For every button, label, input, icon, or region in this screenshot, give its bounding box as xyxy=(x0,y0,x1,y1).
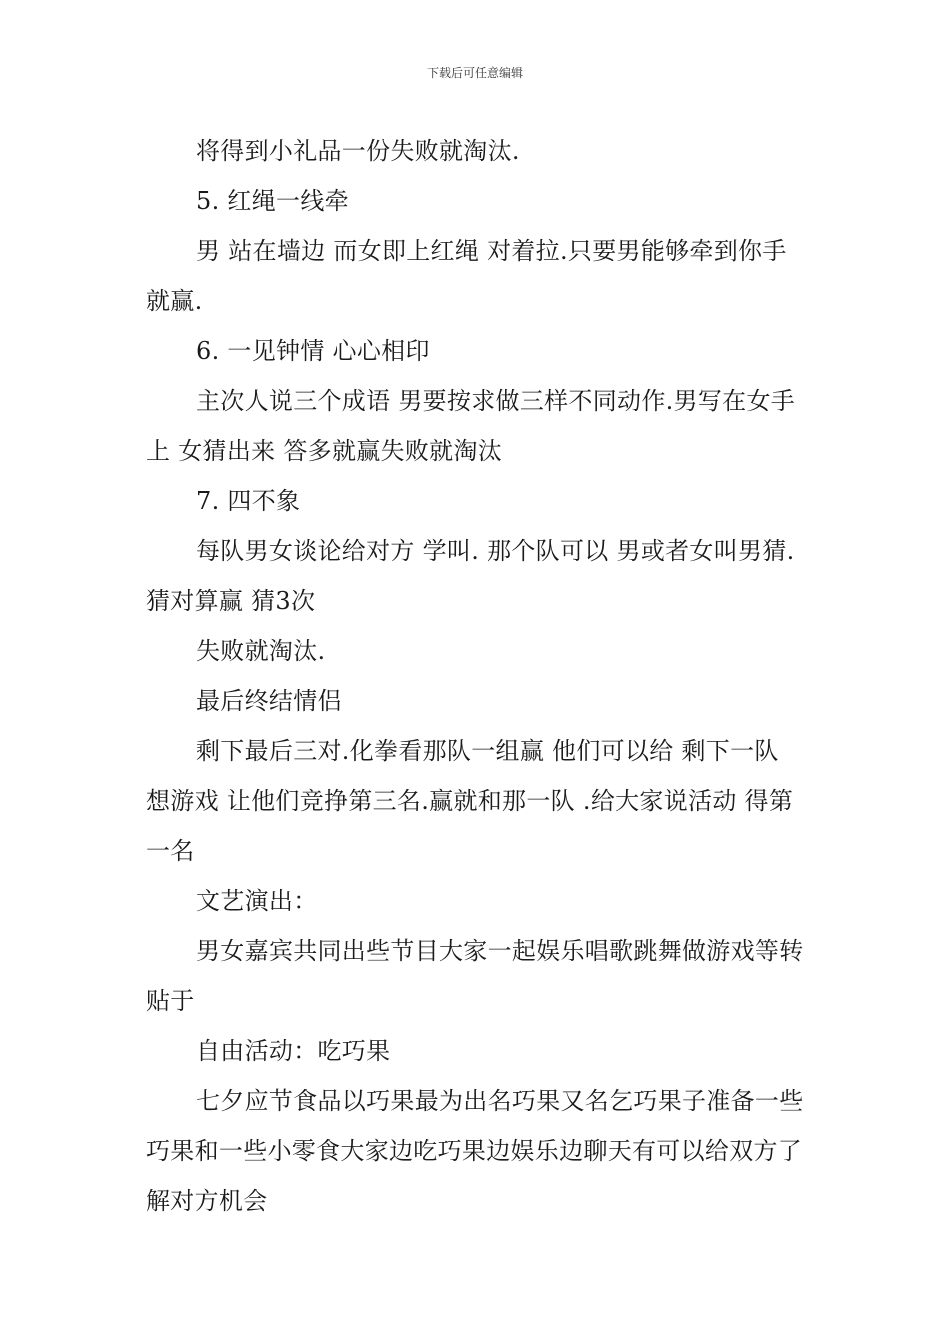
section-heading: 5. 红绳一线牵 xyxy=(196,187,349,215)
paragraph: 将得到小礼品一份失败就淘汰. xyxy=(196,137,520,165)
paragraph: 男 站在墙边 而女即上红绳 对着拉.只要男能够牵到你手就赢. xyxy=(146,237,787,315)
paragraph: 主次人说三个成语 男要按求做三样不同动作.男写在女手上 女猜出来 答多就赢失败就淘汰 xyxy=(146,387,796,465)
document-body xyxy=(146,126,808,1226)
paragraph: 失败就淘汰. xyxy=(196,637,326,665)
section-heading: 7. 四不象 xyxy=(196,487,301,515)
section-heading: 最后终结情侣 xyxy=(196,687,342,715)
section-heading: 文艺演出： xyxy=(196,887,318,915)
section-heading: 自由活动：吃巧果 xyxy=(196,1037,391,1065)
page-header: 下载后可任意编辑 xyxy=(426,66,523,80)
paragraph: 男女嘉宾共同出些节目大家一起娱乐唱歌跳舞做游戏等转贴于 xyxy=(146,937,804,1015)
paragraph: 剩下最后三对.化拳看那队一组赢 他们可以给 剩下一队 想游戏 让他们竞挣第三名.赢就和那一队 .给大家说活动 得第一名 xyxy=(146,737,794,865)
paragraph: 每队男女谈论给对方 学叫. 那个队可以 男或者女叫男猜.猜对算赢 猜3次 xyxy=(146,537,795,615)
section-heading: 6. 一见钟情 心心相印 xyxy=(196,337,430,365)
paragraph: 七夕应节食品以巧果最为出名巧果又名乞巧果子准备一些巧果和一些小零食大家边吃巧果边娱乐边聊天有可以给双方了解对方机会 xyxy=(146,1087,804,1215)
